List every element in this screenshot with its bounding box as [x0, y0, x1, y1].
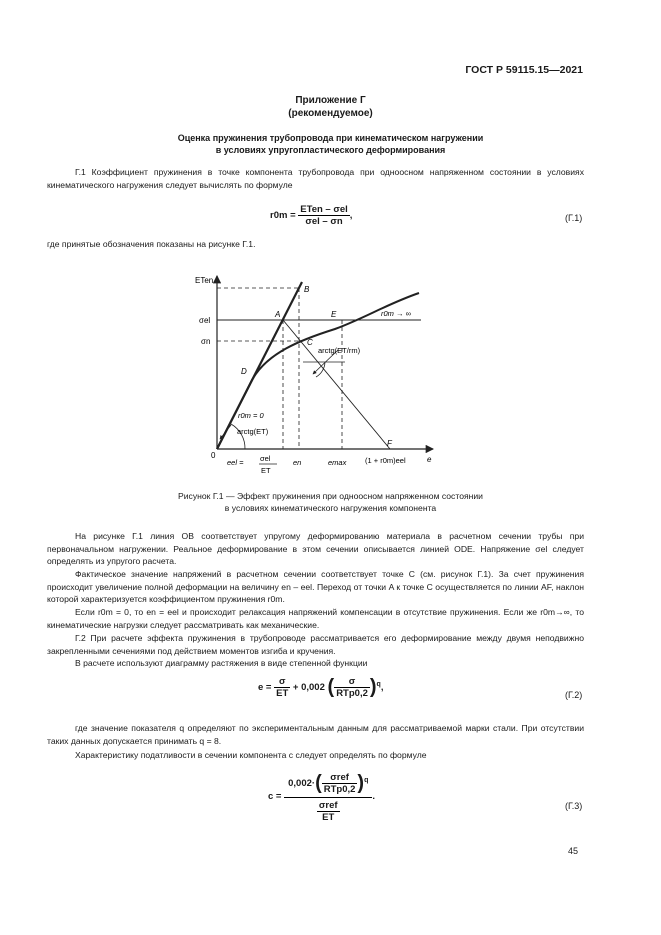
- y-axis-label: ETen: [195, 276, 214, 285]
- appendix-heading-line2: в условиях упругопластического деформирования: [215, 145, 446, 155]
- paragraph-after-g1: где принятые обозначения показаны на рисунке Г.1.: [47, 239, 256, 249]
- paragraph-diagram: В расчете используют диаграмму растяжения в виде степенной функции: [75, 658, 368, 668]
- equation-g3-lhs: c =: [268, 791, 282, 803]
- equation-g3-coefficient: 0,002·: [288, 778, 316, 790]
- equation-g2-second-fraction: [334, 676, 370, 699]
- figure-caption-line1: Рисунок Г.1 — Эффект пружинения при одноосном напряженном состоянии: [178, 491, 483, 501]
- equation-g1-denominator: σel – σn: [305, 216, 343, 227]
- standard-header: ГОСТ Р 59115.15—2021: [465, 64, 583, 76]
- equation-g2-lhs: e =: [258, 682, 272, 694]
- x-axis-label: e: [427, 455, 432, 464]
- paragraph-ob: На рисунке Г.1 линия OB соответствует упругому деформированию материала в расчетном сечении трубы при первоначальном нагружении. Реальное деформирование в этом сечении описывается линией ODE. Напряжение σel следует определять из упругого расчета.: [47, 531, 584, 567]
- equation-g2-sigma: σ: [274, 676, 290, 688]
- equation-g3-exponent: q: [364, 776, 369, 784]
- equation-g3-numerator: 0,002·( $\frac{\text{σref}}{\text{RTp0,2}}$ )$^q$: [284, 770, 372, 798]
- equation-g3-sigma-ref: σref: [322, 772, 358, 784]
- sigma-n-label: σn: [201, 337, 211, 346]
- point-f-label: F: [387, 439, 392, 448]
- equation-g3-denominator-fraction: [317, 800, 340, 823]
- point-a-label: A: [275, 310, 281, 319]
- equation-g1-number: (Г.1): [565, 213, 583, 223]
- arctg-et-rm-label: arctg(ET/rm): [318, 346, 361, 355]
- equation-g3-number: (Г.3): [565, 801, 583, 811]
- equation-g1-lhs: r0m =: [270, 210, 296, 222]
- equation-g2-rp: RTp0,2: [336, 688, 368, 699]
- paragraph-g2: Г.2 При расчете эффекта пружинения в трубопроводе рассматривается его деформирование между двумя неподвижно закрепленными сечениями под действием моментов изгиба и кручения.: [47, 633, 584, 656]
- equation-g2-et: ET: [276, 688, 289, 699]
- paragraph-if: Если r0m = 0, то en = eel и происходит релаксация напряжений компенсации в отсутствие пружинения. Если же r0m→∞, то кинематические нагрузки следует рассматривать как механические.: [47, 607, 584, 630]
- paragraph-q: где значение показателя q определяют по экспериментальным данным для рассматриваемой марки стали. При отсутствии таких данных допускается принимать q = 8.: [47, 723, 584, 746]
- x-eel-numerator: σel: [260, 454, 271, 463]
- appendix-subtitle: (рекомендуемое): [288, 108, 373, 119]
- x-eel-label: eel =: [227, 458, 244, 467]
- equation-g3-sigma-ref-2: σref: [318, 800, 338, 811]
- point-b-label: B: [304, 285, 310, 294]
- x-last-label: (1 + r0m)eel: [365, 456, 406, 465]
- figure-g1: [175, 268, 465, 478]
- equation-g1-numerator: ETen – σel: [300, 204, 348, 215]
- sigma-el-label: σel: [199, 316, 211, 325]
- origin-arrow: [220, 425, 231, 439]
- page-number: 45: [568, 846, 579, 856]
- r-zero-label: r0m = 0: [238, 411, 264, 420]
- r-infinity-label: r0m → ∞: [381, 309, 411, 318]
- appendix-heading-line1: Оценка пружинения трубопровода при кинематическом нагружении: [177, 133, 484, 143]
- point-d-label: D: [241, 367, 247, 376]
- equation-g2-first-fraction: [274, 676, 290, 699]
- paragraph-fact: Фактическое значение напряжений в расчетном сечении соответствует точке C (см. рисунок Г.1). За счет пружинения происходит увеличение полной деформации на величину en – eel. Переход от точки A к точке C осуществляется по линии AF, наклон которой характеризуется коэффициентом пружинения r0m.: [47, 569, 584, 605]
- appendix-title: Приложение Г: [295, 95, 366, 106]
- origin-label: 0: [211, 451, 216, 460]
- point-c-label: C: [307, 338, 313, 347]
- equation-g3-inner-fraction: [322, 772, 358, 795]
- x-emax-label: emax: [328, 458, 347, 467]
- equation-g3: c = 0,002·( $\frac{\text{σref}}{\text{RTp0,2}}$ )$^q$ $\frac{\text{σref}}{ET}$ .: [268, 772, 376, 823]
- equation-g1: r0m = $\frac{\text{ETen – σel}}{\text{σel – σn}}$ ,: [270, 204, 353, 227]
- x-eel-denominator: ET: [261, 466, 271, 475]
- equation-g3-et: ET: [322, 812, 335, 823]
- point-e-label: E: [331, 310, 337, 319]
- equation-g3-denominator: [284, 798, 372, 823]
- x-en-label: en: [293, 458, 302, 467]
- equation-g2: e = $\frac{\sigma}{ET}$ + 0,002 ( $\frac{\sigma}{\text{RTp0,2}}$ )$^q$,: [258, 676, 384, 699]
- equation-g2-sigma-2: σ: [334, 676, 370, 688]
- equation-g1-fraction: [298, 204, 350, 227]
- equation-g2-number: (Г.2): [565, 690, 583, 700]
- equation-g3-fraction: [284, 770, 372, 823]
- paragraph-g1: Г.1 Коэффициент пружинения в точке компонента трубопровода при одноосном напряженном состоянии в условиях кинематического нагружения следует вычислять по формуле: [47, 167, 584, 190]
- equation-g2-plus: + 0,002: [292, 682, 325, 694]
- arctg-et-label: arctg(ET): [237, 427, 269, 436]
- paragraph-characteristic: Характеристику податливости в сечении компонента с следует определять по формуле: [75, 750, 427, 760]
- equation-g2-exponent: q: [376, 680, 381, 688]
- figure-caption-line2: в условиях кинематического нагружения компонента: [224, 503, 437, 513]
- equation-g3-rp: RTp0,2: [323, 784, 356, 795]
